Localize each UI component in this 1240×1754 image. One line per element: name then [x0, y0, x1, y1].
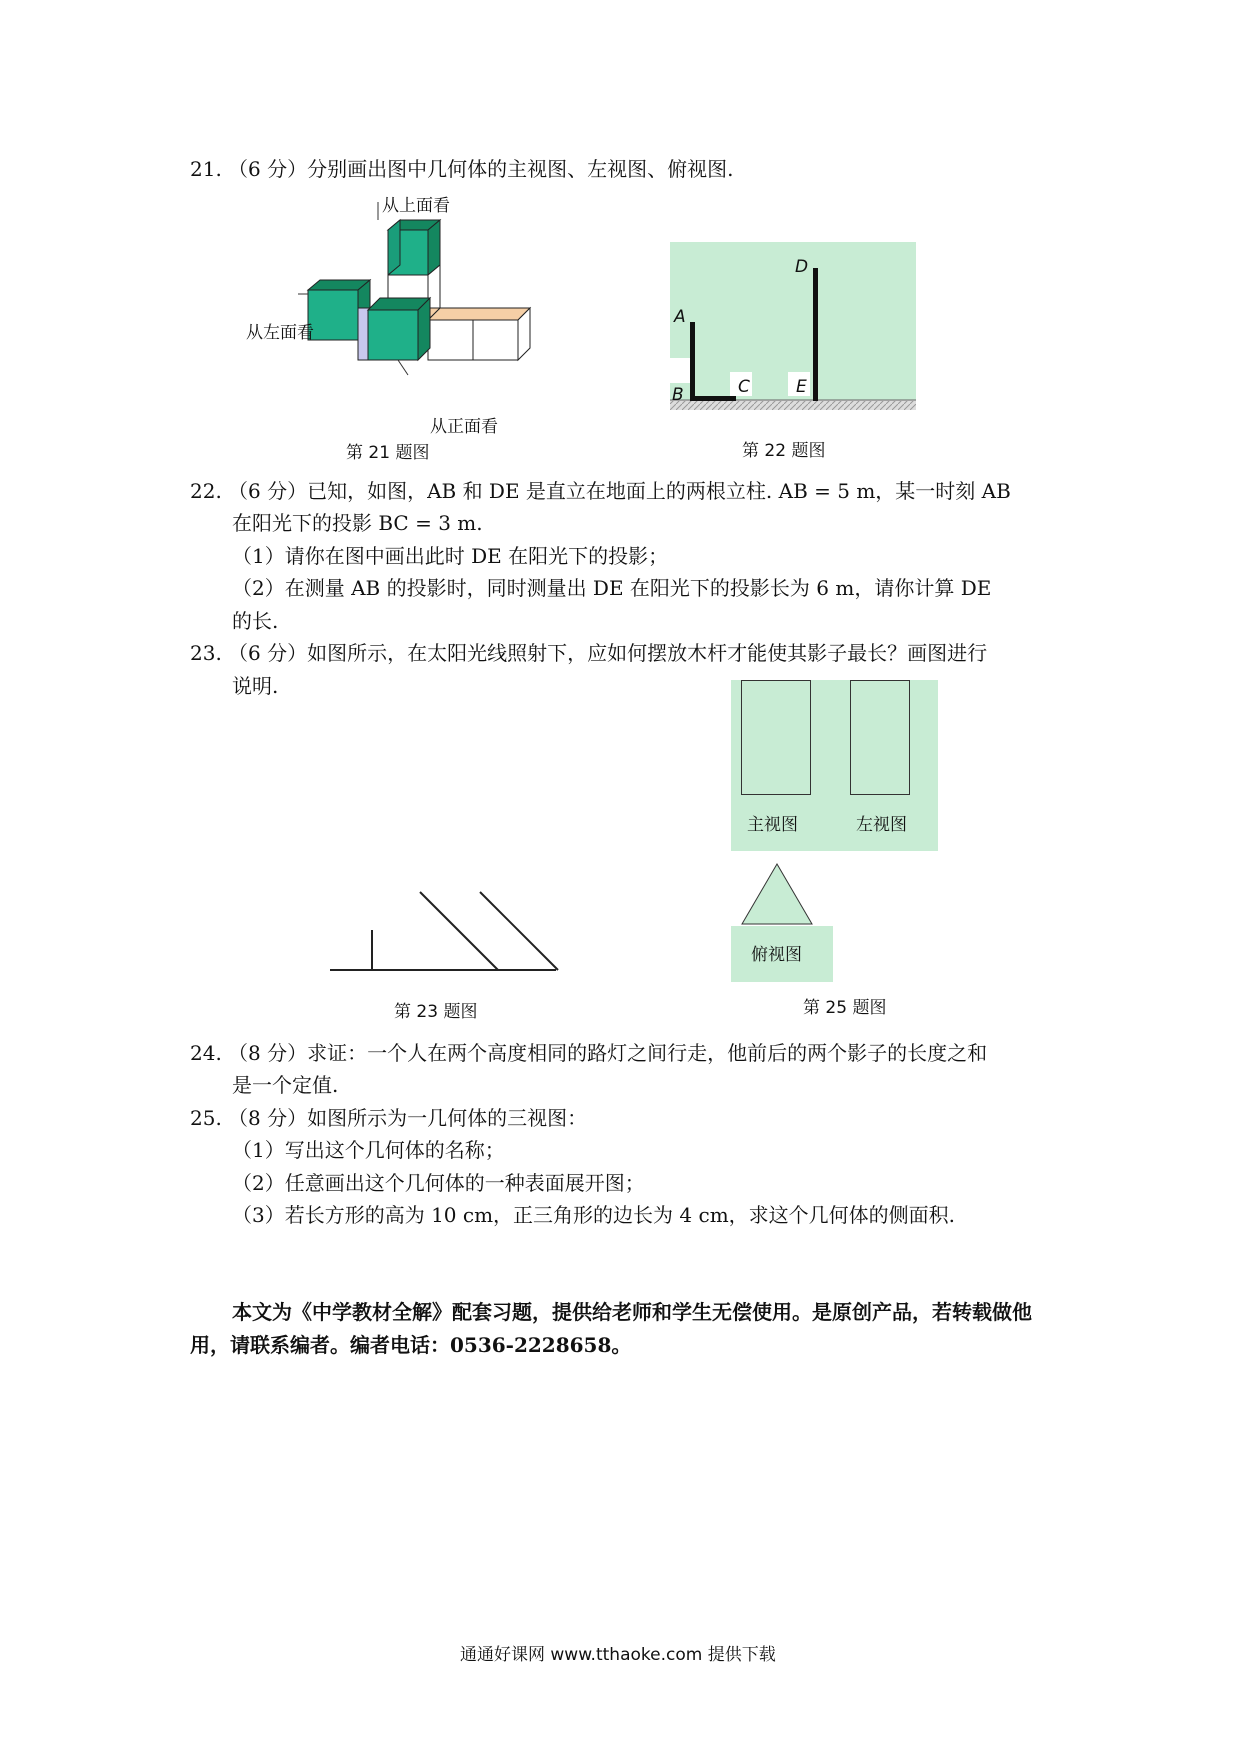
question-22-line-4: （2）在测量 AB 的投影时，同时测量出 DE 在阳光下的投影长为 6 m，请你计算 DE: [232, 576, 992, 600]
caption-figure-21: 第 21 题图: [346, 443, 430, 463]
label-c: C: [738, 377, 750, 397]
label-a: A: [674, 307, 686, 327]
top-view-label: 俯视图: [751, 945, 802, 965]
question-24-line-2: 是一个定值.: [232, 1073, 339, 1097]
question-24-line-1: （8 分）求证：一个人在两个高度相同的路灯之间行走，他前后的两个影子的长度之和: [228, 1041, 988, 1065]
caption-figure-25: 第 25 题图: [803, 998, 887, 1018]
caption-figure-23: 第 23 题图: [394, 1002, 478, 1022]
question-25-line-1: （8 分）如图所示为一几何体的三视图：: [228, 1106, 588, 1130]
top-view-triangle: [740, 862, 814, 926]
caption-figure-22: 第 22 题图: [742, 441, 826, 461]
question-25-line-3: （2）任意画出这个几何体的一种表面展开图；: [232, 1171, 645, 1195]
page-footer: 通通好课网 www.tthaoke.com 提供下载: [460, 1645, 776, 1665]
question-23-line-2: 说明.: [232, 674, 279, 698]
left-view-label: 左视图: [856, 815, 907, 835]
label-from-top: 从上面看: [382, 196, 450, 216]
question-22-line-5: 的长.: [232, 609, 279, 633]
front-view-label: 主视图: [747, 815, 798, 835]
figure-21-cubes: [230, 190, 550, 440]
question-22-line-1: （6 分）已知，如图，AB 和 DE 是直立在地面上的两根立柱. AB = 5 m，某一时刻 AB: [228, 479, 1011, 503]
left-view-rectangle: [850, 680, 910, 795]
label-b: B: [672, 385, 684, 405]
question-22-line-2: 在阳光下的投影 BC = 3 m.: [232, 511, 483, 535]
question-23-line-1: （6 分）如图所示，在太阳光线照射下，应如何摆放木杆才能使其影子最长？画图进行: [228, 641, 988, 665]
question-22-line-3: （1）请你在图中画出此时 DE 在阳光下的投影；: [232, 544, 669, 568]
question-21-text: （6 分）分别画出图中几何体的主视图、左视图、俯视图.: [228, 157, 734, 181]
label-d: D: [795, 257, 809, 277]
question-number: 23.: [190, 641, 222, 665]
front-view-rectangle: [741, 680, 811, 795]
question-25-line-2: （1）写出这个几何体的名称；: [232, 1138, 505, 1162]
question-number: 24.: [190, 1041, 222, 1065]
front-view-panel: [731, 680, 846, 851]
question-number: 22.: [190, 479, 222, 503]
left-view-panel: [838, 680, 938, 851]
top-view-panel: [731, 926, 833, 982]
label-from-left: 从左面看: [246, 323, 314, 343]
copyright-note: 本文为《中学教材全解》配套习题，提供给老师和学生无偿使用。是原创产品，若转载做他用，请联系编者。编者电话：0536-2228658。: [190, 1300, 1032, 1357]
label-e: E: [796, 377, 807, 397]
figure-23-sun-rays: [330, 880, 560, 980]
question-25-line-4: （3）若长方形的高为 10 cm，正三角形的边长为 4 cm，求这个几何体的侧面积.: [232, 1203, 956, 1227]
label-from-front: 从正面看: [430, 417, 498, 437]
question-number: 25.: [190, 1106, 222, 1130]
question-number: 21.: [190, 157, 222, 181]
